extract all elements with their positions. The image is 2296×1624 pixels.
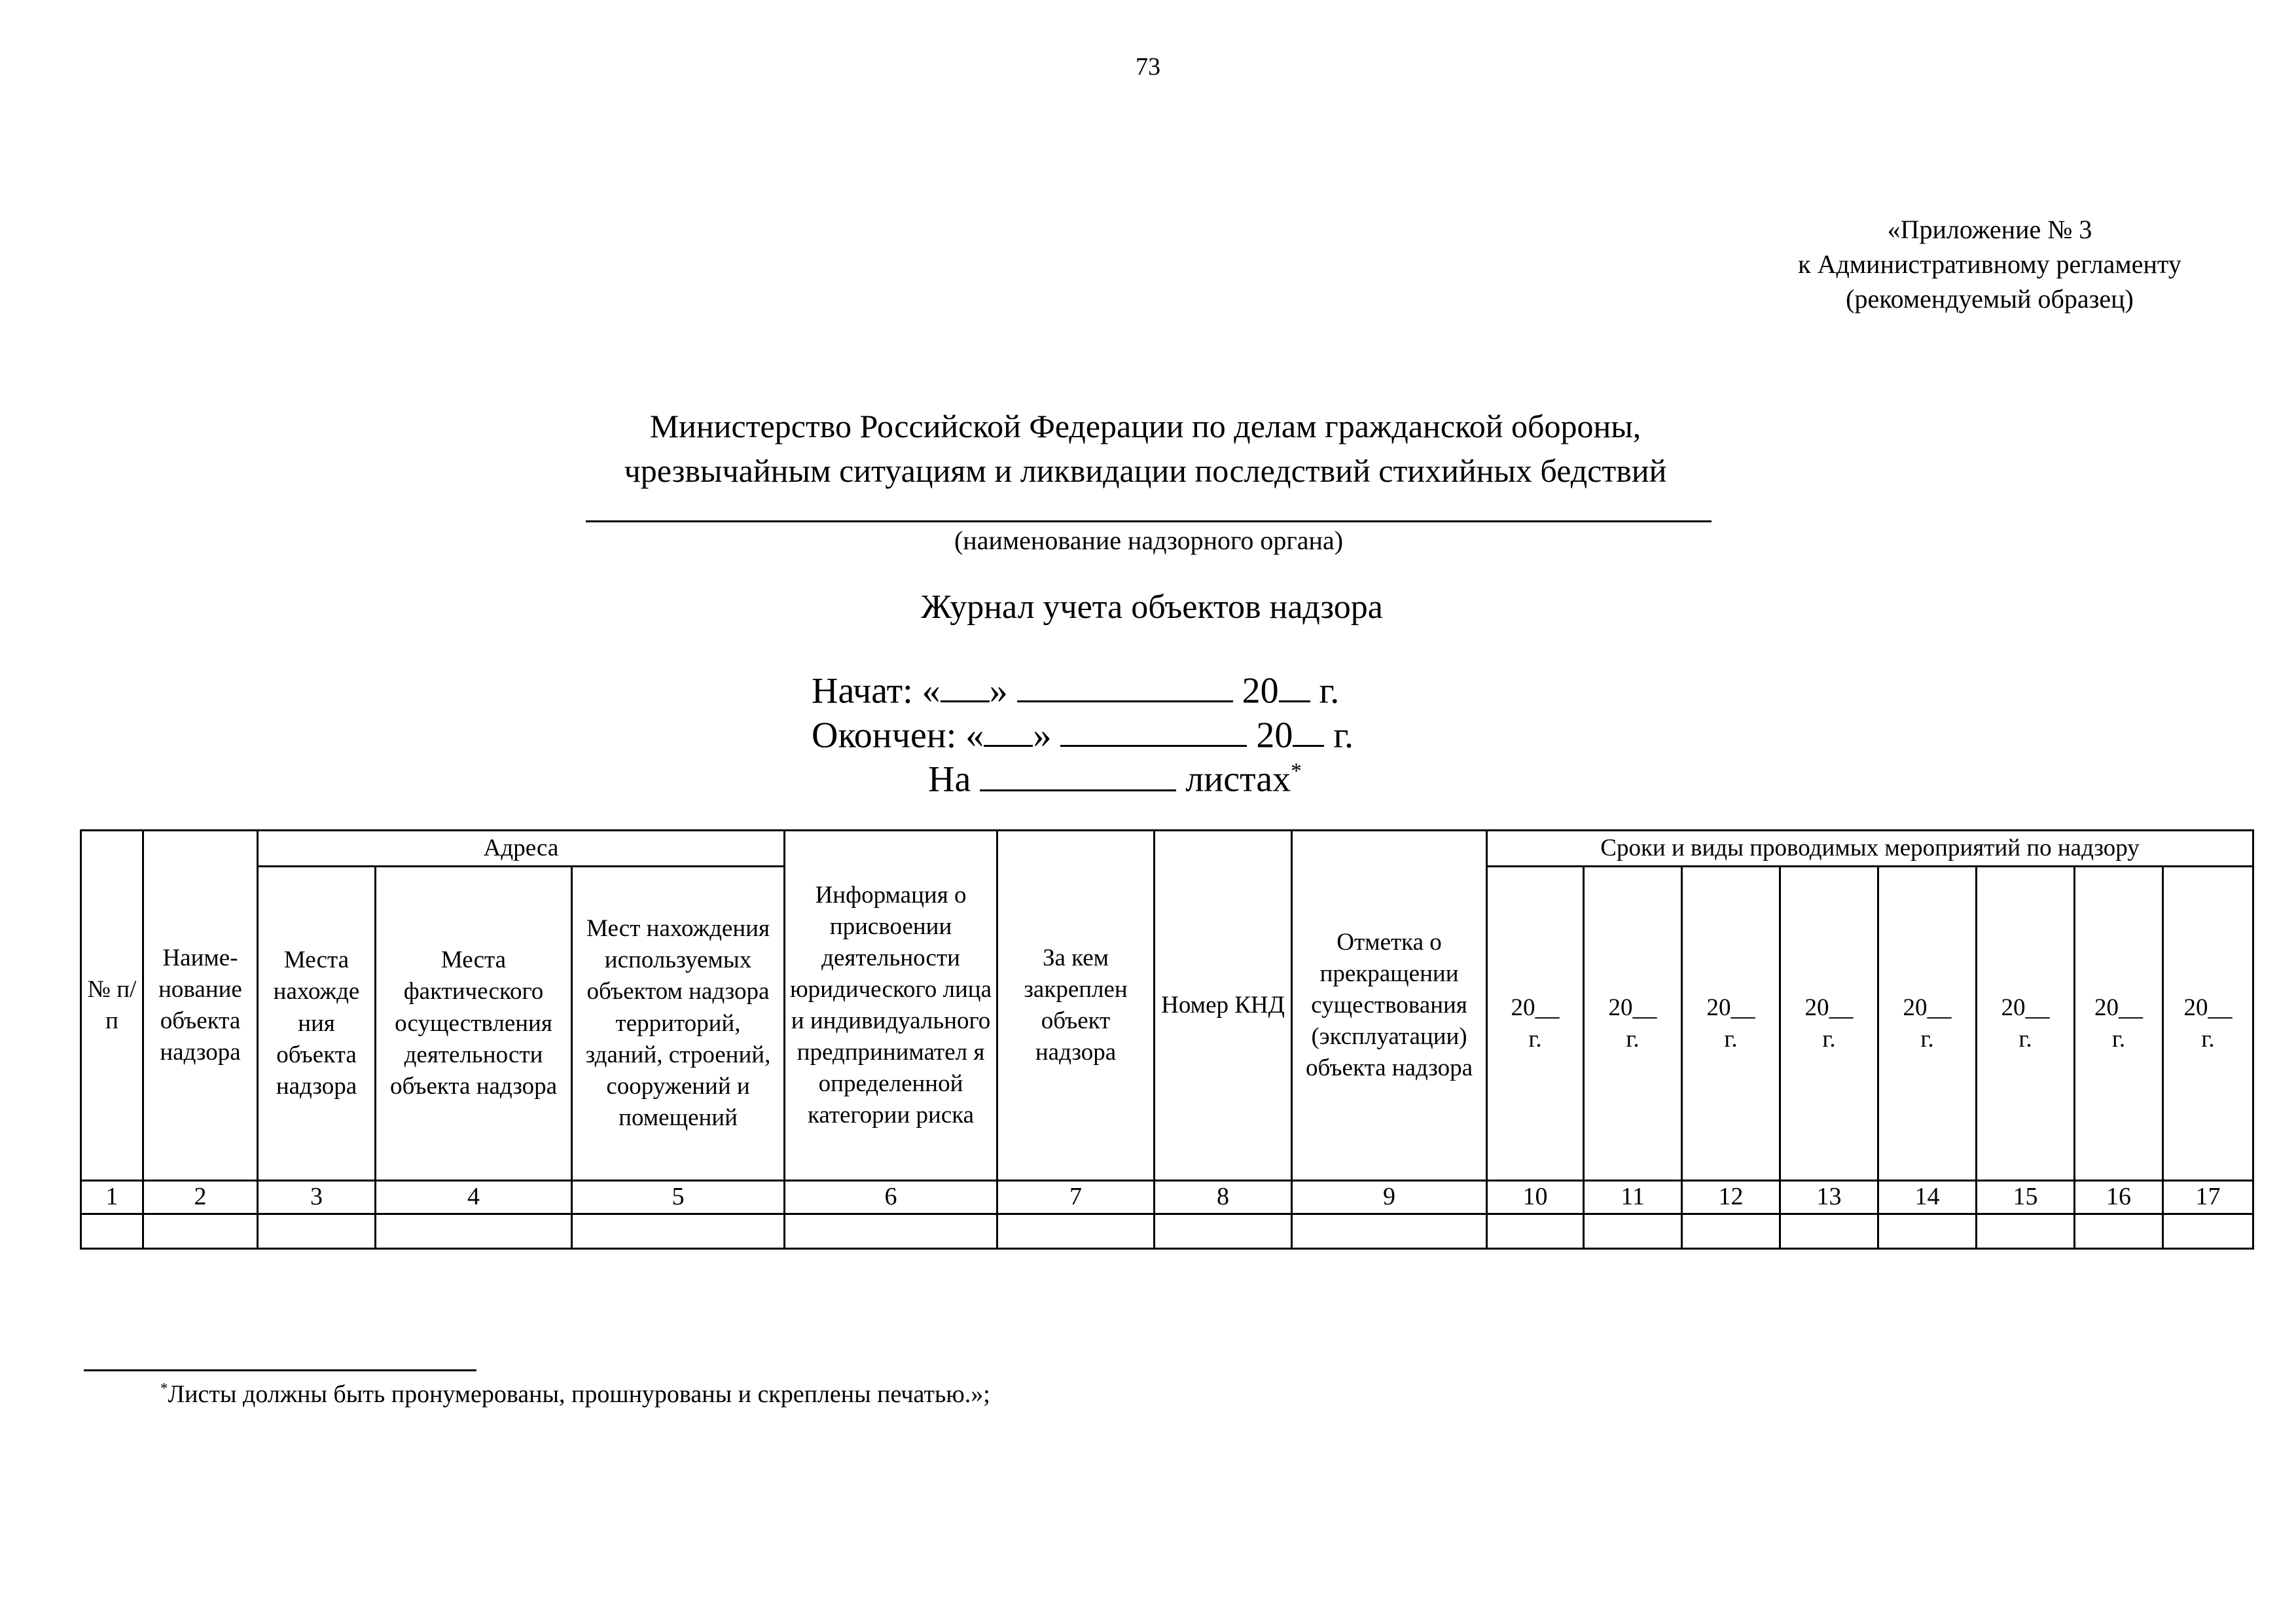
year-label: 20__ [1903, 994, 1952, 1021]
started-month-blank [1017, 668, 1233, 702]
column-number: 11 [1584, 1181, 1682, 1214]
year-unit: г. [1822, 1025, 1836, 1053]
appendix-reference [1754, 213, 2225, 316]
appendix-line-2: к Административному регламенту [1798, 249, 2181, 279]
page-number-text: 73 [1136, 53, 1160, 81]
ended-closing-quote: » [1033, 715, 1052, 756]
year-unit: г. [1528, 1025, 1542, 1053]
started-date-line [812, 668, 1354, 712]
year-label: 20__ [2001, 994, 2050, 1021]
entry-cell [1487, 1214, 1584, 1249]
ended-date-line [812, 712, 1354, 757]
entry-cell [376, 1214, 572, 1249]
header-year-col [1878, 867, 1977, 1181]
entry-cell [2075, 1214, 2163, 1249]
header-addr-territories: Мест нахождения используемых объектом надзора территорий, зданий, строений, сооружений и помещений [572, 867, 785, 1181]
header-knd-number: Номер КНД [1155, 831, 1292, 1181]
header-year-col [1780, 867, 1878, 1181]
header-risk-info: Информация о присвоении деятельности юридического лица и индивидуального предпринимател я определенной категории риска [785, 831, 997, 1181]
entry-cell [2163, 1214, 2253, 1249]
column-number: 10 [1487, 1181, 1584, 1214]
column-number: 16 [2075, 1181, 2163, 1214]
year-unit: г. [2018, 1025, 2032, 1053]
footnote-mark: * [160, 1380, 168, 1397]
column-number: 3 [258, 1181, 376, 1214]
header-year-col [1487, 867, 1584, 1181]
ended-month-blank [1060, 712, 1247, 747]
entry-cell [1682, 1214, 1780, 1249]
column-number-row [81, 1181, 2253, 1214]
ended-year-prefix: 20 [1256, 715, 1293, 756]
started-label: Начат: « [812, 670, 941, 712]
ministry-line-2: чрезвычайным ситуациям и ликвидации последствий стихийных бедствий [624, 452, 1667, 489]
entry-cell [1584, 1214, 1682, 1249]
started-year-suffix: г. [1319, 670, 1340, 712]
sheets-footnote-mark: * [1291, 759, 1302, 784]
header-addr-location: Места нахожде ния объекта надзора [258, 867, 376, 1181]
entry-cell [143, 1214, 258, 1249]
year-label: 20__ [1608, 994, 1657, 1021]
column-number: 5 [572, 1181, 785, 1214]
column-number: 9 [1292, 1181, 1487, 1214]
ended-year-suffix: г. [1333, 715, 1354, 756]
started-day-blank [941, 668, 990, 702]
empty-entry-row [81, 1214, 2253, 1249]
sheets-line [812, 756, 1354, 801]
header-measures-group: Сроки и виды проводимых мероприятий по надзору [1487, 831, 2253, 867]
ministry-heading [458, 405, 1833, 493]
year-label: 20__ [1511, 994, 1560, 1021]
header-addresses-group: Адреса [258, 831, 785, 867]
header-year-col [1682, 867, 1780, 1181]
header-addr-activity: Места фактического осуществления деятельности объекта надзора [376, 867, 572, 1181]
entry-cell [258, 1214, 376, 1249]
sheets-suffix: листах [1185, 759, 1291, 800]
page-number [0, 52, 2296, 81]
column-number: 4 [376, 1181, 572, 1214]
year-unit: г. [1920, 1025, 1934, 1053]
year-label: 20__ [2183, 994, 2233, 1021]
column-number: 14 [1878, 1181, 1977, 1214]
entry-cell [997, 1214, 1155, 1249]
journal-title: Журнал учета объектов надзора [921, 588, 1383, 626]
journal-dates-block [812, 668, 1354, 801]
sheets-prefix: На [928, 759, 971, 800]
header-assigned-to: За кем закреплен объект надзора [997, 831, 1155, 1181]
ended-year-blank [1293, 712, 1324, 747]
column-number: 15 [1977, 1181, 2075, 1214]
column-number: 13 [1780, 1181, 1878, 1214]
started-closing-quote: » [989, 670, 1008, 712]
header-termination-mark: Отметка о прекращении существования (эксплуатации) объекта надзора [1292, 831, 1487, 1181]
entry-cell [572, 1214, 785, 1249]
year-unit: г. [1724, 1025, 1738, 1053]
ended-day-blank [984, 712, 1033, 747]
footnote [160, 1380, 990, 1409]
year-label: 20__ [2094, 994, 2144, 1021]
header-num: № п/п [81, 831, 143, 1181]
entry-cell [785, 1214, 997, 1249]
journal-table [80, 829, 2254, 1250]
entry-cell [1878, 1214, 1977, 1249]
header-year-col [2163, 867, 2253, 1181]
header-row-1 [81, 831, 2253, 867]
appendix-line-3: (рекомендуемый образец) [1846, 283, 2134, 314]
year-unit: г. [1626, 1025, 1640, 1053]
footnote-text: Листы должны быть пронумерованы, прошнурованы и скреплены печатью.»; [168, 1380, 990, 1408]
year-unit: г. [2111, 1025, 2126, 1053]
ministry-line-1: Министерство Российской Федерации по делам гражданской обороны, [649, 408, 1641, 444]
entry-cell [1292, 1214, 1487, 1249]
column-number: 17 [2163, 1181, 2253, 1214]
year-unit: г. [2201, 1025, 2215, 1053]
year-label: 20__ [1706, 994, 1755, 1021]
org-name-caption: (наименование надзорного органа) [954, 526, 1344, 555]
header-year-col [1584, 867, 1682, 1181]
started-year-blank [1279, 668, 1310, 702]
column-number: 7 [997, 1181, 1155, 1214]
org-name-underline [586, 520, 1712, 522]
header-year-col [1977, 867, 2075, 1181]
header-object-name: Наиме-нование объекта надзора [143, 831, 258, 1181]
entry-cell [81, 1214, 143, 1249]
year-label: 20__ [1804, 994, 1854, 1021]
header-year-col [2075, 867, 2163, 1181]
entry-cell [1155, 1214, 1292, 1249]
ended-label: Окончен: « [812, 715, 984, 756]
column-number: 12 [1682, 1181, 1780, 1214]
column-number: 1 [81, 1181, 143, 1214]
column-number: 2 [143, 1181, 258, 1214]
column-number: 8 [1155, 1181, 1292, 1214]
footnote-separator [84, 1369, 476, 1371]
sheets-count-blank [980, 756, 1176, 791]
entry-cell [1977, 1214, 2075, 1249]
appendix-line-1: «Приложение № 3 [1887, 215, 2092, 244]
started-year-prefix: 20 [1242, 670, 1279, 712]
entry-cell [1780, 1214, 1878, 1249]
column-number: 6 [785, 1181, 997, 1214]
